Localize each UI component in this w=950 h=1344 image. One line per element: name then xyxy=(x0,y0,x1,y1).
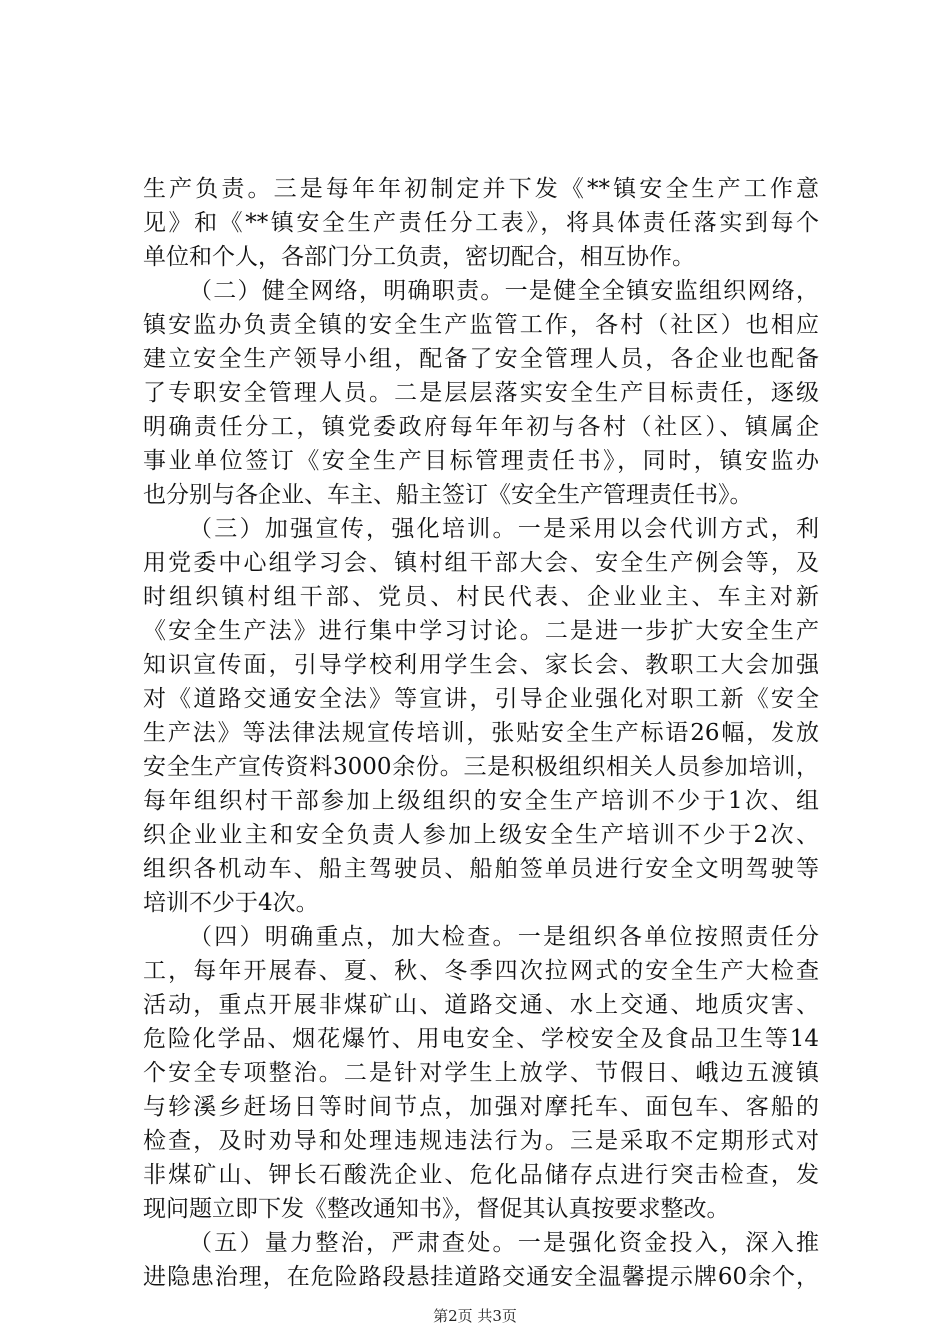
text-line: 单位和个人，各部门分工负责，密切配合，相互协作。 xyxy=(143,244,695,270)
text-line: 每年组织村干部参加上级组织的安全生产培训不少于1次、组 xyxy=(143,788,819,814)
text-line: 建立安全生产领导小组，配备了安全管理人员，各企业也配备 xyxy=(143,346,819,372)
page-footer: 第2页 共3页 xyxy=(433,1307,517,1325)
text-line: 培训不少于4次。 xyxy=(143,890,319,916)
paragraph-first-line: （四）明确重点，加大检查。一是组织各单位按照责任分 xyxy=(189,924,819,950)
text-line: 《安全生产法》进行集中学习讨论。二是进一步扩大安全生产 xyxy=(143,618,819,644)
text-line: 进隐患治理，在危险路段悬挂道路交通安全温馨提示牌60余个， xyxy=(143,1264,819,1290)
text-line: 了专职安全管理人员。二是层层落实安全生产目标责任，逐级 xyxy=(143,380,819,406)
paragraph-first-line: （三）加强宣传，强化培训。一是采用以会代训方式，利 xyxy=(189,516,819,542)
text-line: 见》和《**镇安全生产责任分工表》，将具体责任落实到每个 xyxy=(143,210,819,236)
text-line: 对《道路交通安全法》等宣讲，引导企业强化对职工新《安全 xyxy=(143,686,819,712)
paragraph-first-line: （二）健全网络，明确职责。一是健全全镇安监组织网络， xyxy=(189,278,819,304)
text-line: 安全生产宣传资料3000余份。三是积极组织相关人员参加培训， xyxy=(143,754,819,780)
text-line: 生产负责。三是每年年初制定并下发《**镇安全生产工作意 xyxy=(143,176,819,202)
paragraph-first-line: （五）量力整治，严肃查处。一是强化资金投入，深入推 xyxy=(189,1230,819,1256)
text-line: 镇安监办负责全镇的安全生产监管工作，各村（社区）也相应 xyxy=(143,312,819,338)
text-line: 检查，及时劝导和处理违规违法行为。三是采取不定期形式对 xyxy=(143,1128,819,1154)
text-line: 明确责任分工，镇党委政府每年年初与各村（社区）、镇属企 xyxy=(143,414,819,440)
text-line: 生产法》等法律法规宣传培训，张贴安全生产标语26幅，发放 xyxy=(143,720,819,746)
text-line: 活动，重点开展非煤矿山、道路交通、水上交通、地质灾害、 xyxy=(143,992,819,1018)
text-line: 个安全专项整治。二是针对学生上放学、节假日、峨边五渡镇 xyxy=(143,1060,819,1086)
text-line: 现问题立即下发《整改通知书》，督促其认真按要求整改。 xyxy=(143,1196,730,1222)
text-line: 时组织镇村组干部、党员、村民代表、企业业主、车主对新 xyxy=(143,584,819,610)
text-line: 危险化学品、烟花爆竹、用电安全、学校安全及食品卫生等14 xyxy=(143,1026,819,1052)
text-line: 事业单位签订《安全生产目标管理责任书》，同时，镇安监办 xyxy=(143,448,819,474)
text-line: 非煤矿山、钾长石酸洗企业、危化品储存点进行突击检查，发 xyxy=(143,1162,819,1188)
text-line: 知识宣传面，引导学校利用学生会、家长会、教职工大会加强 xyxy=(143,652,819,678)
text-line: 用党委中心组学习会、镇村组干部大会、安全生产例会等，及 xyxy=(143,550,819,576)
text-line: 也分别与各企业、车主、船主签订《安全生产管理责任书》。 xyxy=(143,482,753,508)
text-line: 工，每年开展春、夏、秋、冬季四次拉网式的安全生产大检查 xyxy=(143,958,819,984)
text-line: 组织各机动车、船主驾驶员、船舶签单员进行安全文明驾驶等 xyxy=(143,856,819,882)
text-line: 织企业业主和安全负责人参加上级安全生产培训不少于2次、 xyxy=(143,822,819,848)
document-body xyxy=(143,172,819,1294)
text-line: 与轸溪乡赶场日等时间节点，加强对摩托车、面包车、客船的 xyxy=(143,1094,819,1120)
